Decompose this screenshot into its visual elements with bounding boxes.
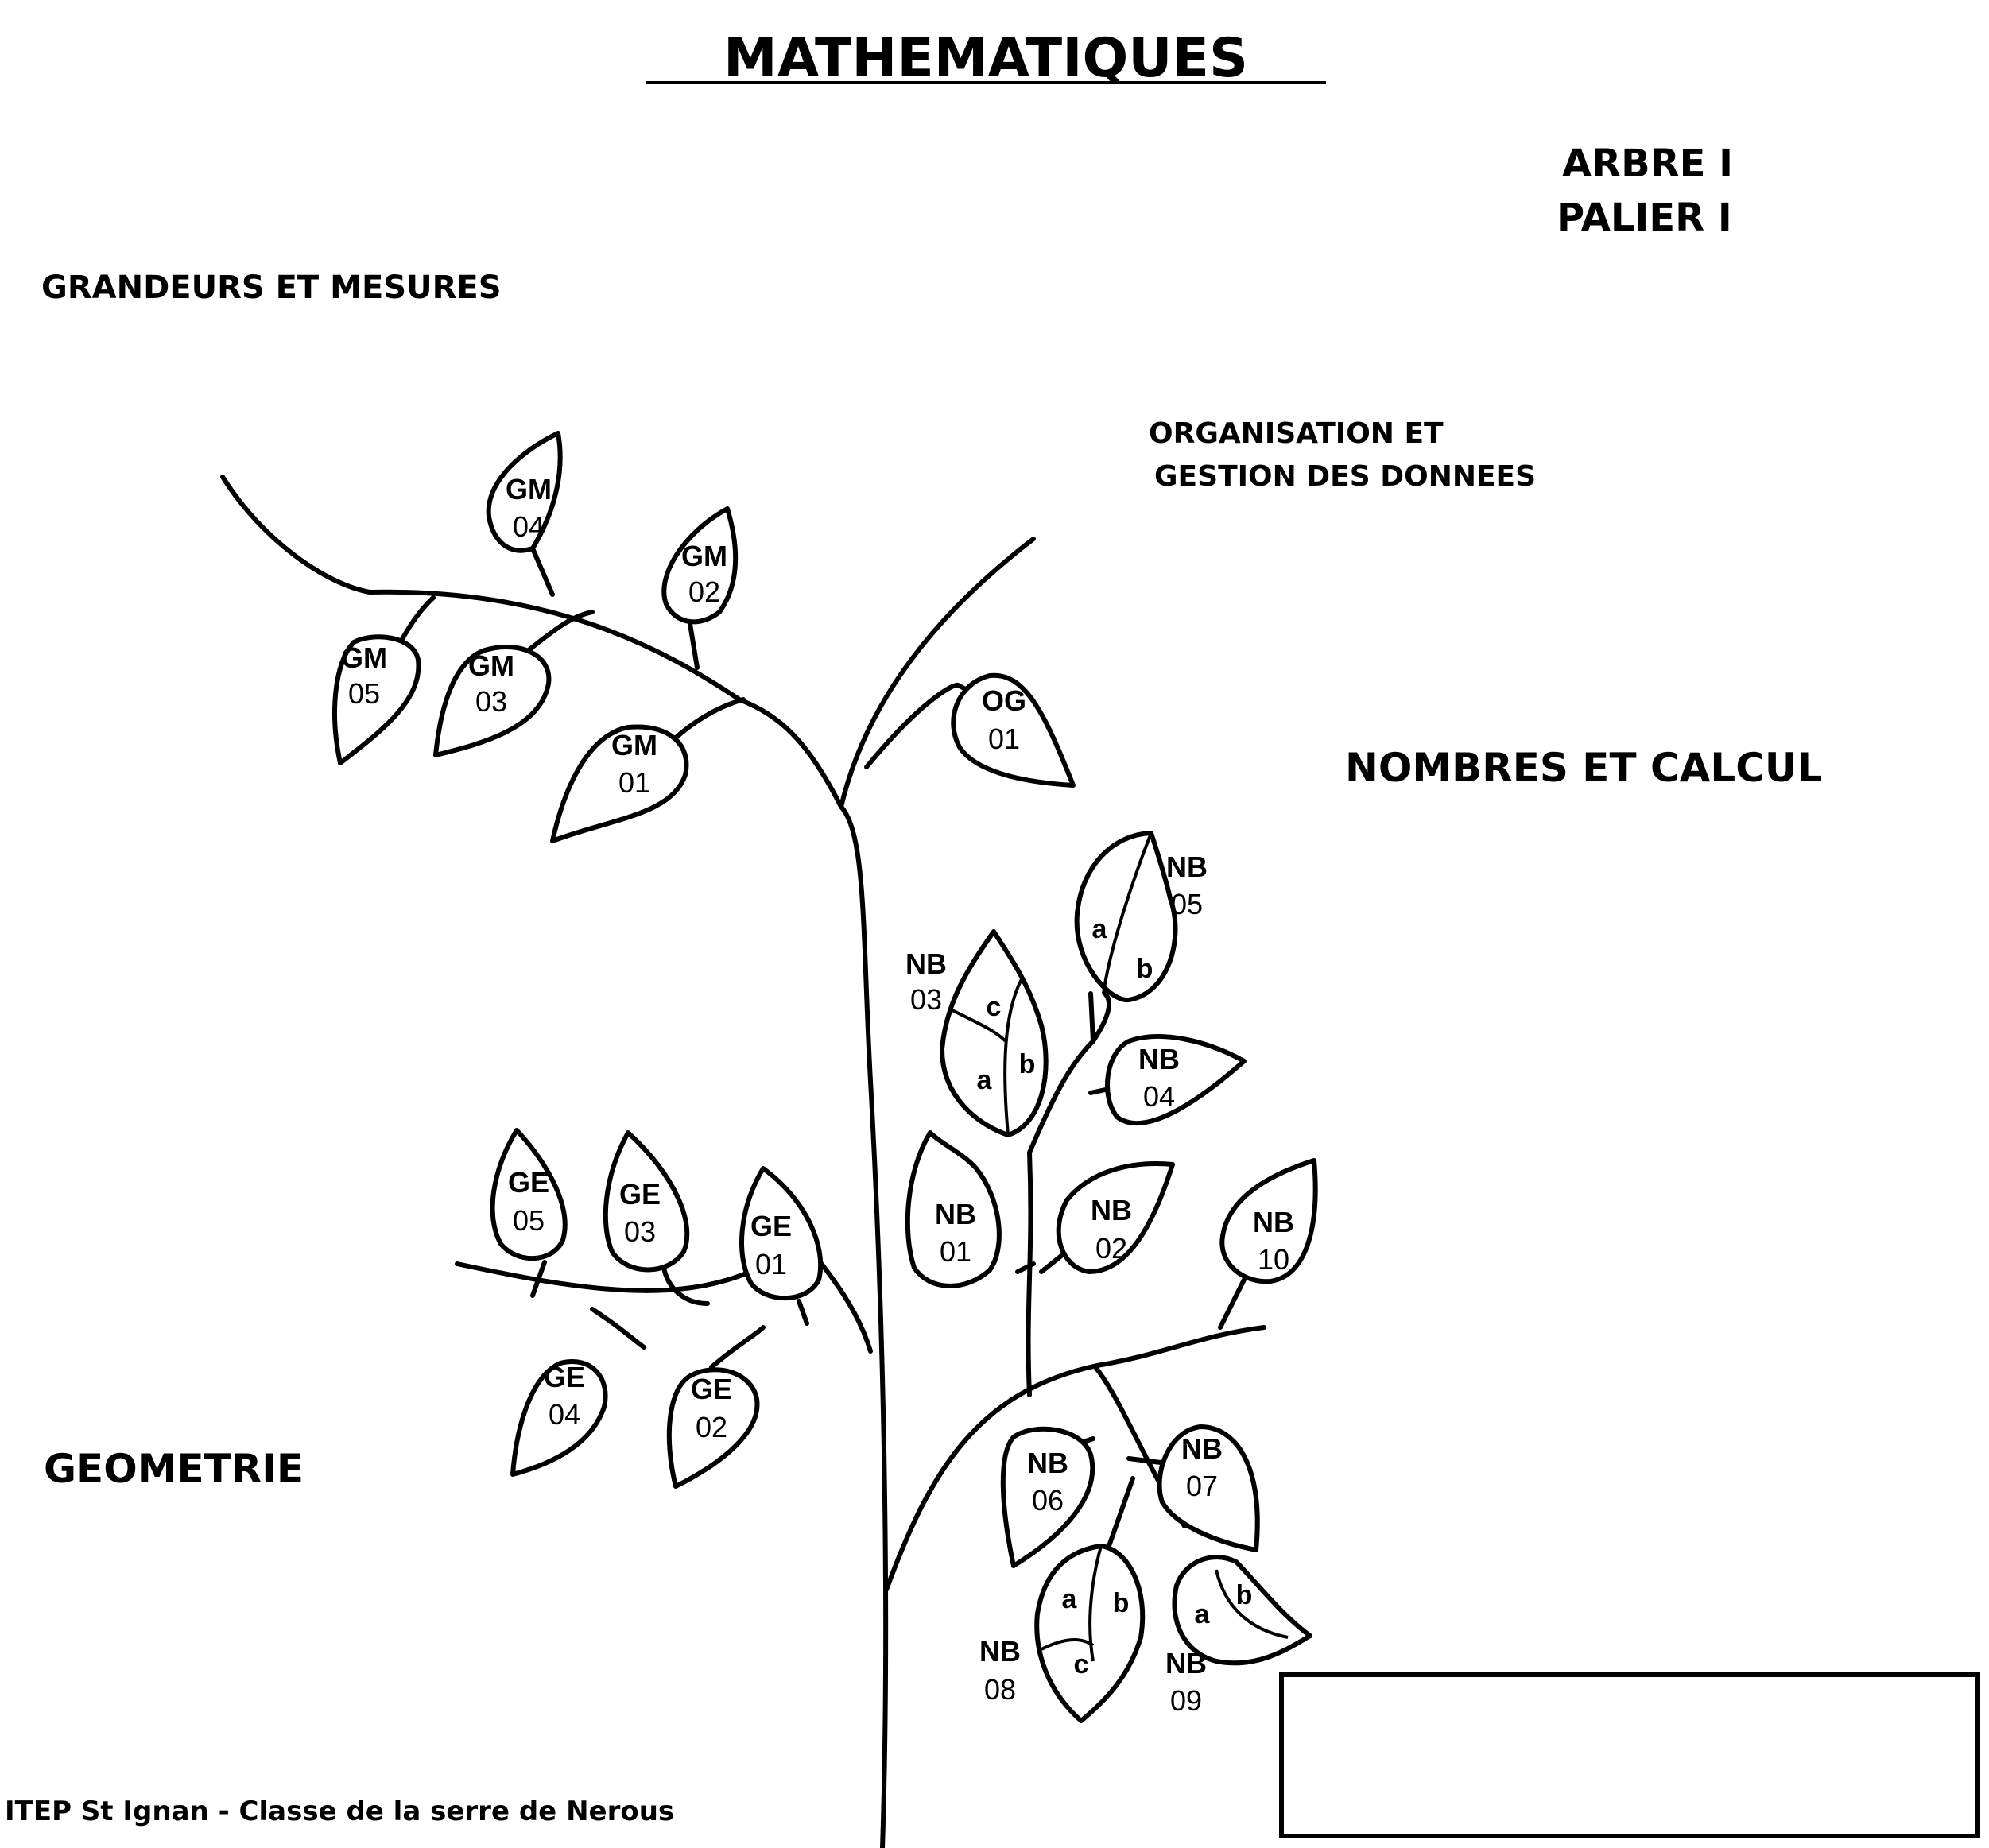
leaf-number: 03 xyxy=(475,685,508,718)
leaf-code: GM xyxy=(468,649,514,682)
leaf-code: NB xyxy=(979,1635,1021,1668)
leaf-og01[interactable] xyxy=(953,676,1073,785)
leaf-part: b xyxy=(1235,1580,1253,1610)
leaf-nb09[interactable] xyxy=(1165,1557,1310,1717)
leaf-part: b xyxy=(1112,1588,1130,1618)
leaf-number: 09 xyxy=(1169,1684,1203,1717)
leaf-number: 02 xyxy=(688,575,721,608)
leaf-code: GE xyxy=(690,1373,733,1405)
leaf-ge05[interactable] xyxy=(493,1130,565,1258)
leaf-code: NB xyxy=(905,947,947,980)
page-title: MATHEMATIQUES xyxy=(723,27,1248,90)
leaf-part: b xyxy=(1136,954,1153,984)
leaf-nb02[interactable] xyxy=(1059,1164,1173,1272)
leaf-nb01[interactable] xyxy=(908,1133,999,1286)
section-grandeurs-et-mesures: GRANDEURS ET MESURES xyxy=(41,269,502,306)
leaf-number: 04 xyxy=(548,1398,581,1431)
leaf-code: GM xyxy=(681,540,727,572)
evaluation-box xyxy=(1281,1675,1978,1836)
footer-credit: ITEP St Ignan - Classe de la serre de Nerous xyxy=(5,1796,675,1827)
leaf-nb05[interactable] xyxy=(1077,833,1208,1000)
leaf-code: GE xyxy=(507,1166,550,1199)
leaf-nb07[interactable] xyxy=(1160,1427,1258,1550)
leaf-nb08[interactable] xyxy=(979,1546,1142,1721)
leaf-number: 07 xyxy=(1185,1470,1219,1502)
leaf-code: GM xyxy=(611,729,657,761)
leaf-nb03[interactable] xyxy=(905,932,1046,1135)
section-organisation-line2: GESTION DES DONNEES xyxy=(1154,460,1537,493)
leaf-code: NB xyxy=(1253,1206,1294,1238)
leaf-ge01[interactable] xyxy=(742,1168,820,1298)
leaf-code: GE xyxy=(618,1178,661,1211)
leaf-number: 05 xyxy=(1170,888,1204,920)
leaf-ge03[interactable] xyxy=(606,1133,687,1270)
leaf-code: NB xyxy=(1181,1432,1223,1465)
leaf-code: NB xyxy=(1138,1043,1180,1075)
leaf-number: 02 xyxy=(695,1411,728,1443)
leaf-gm04[interactable] xyxy=(489,433,560,551)
leaf-code: NB xyxy=(1091,1194,1132,1226)
leaf-gm03[interactable] xyxy=(436,647,549,755)
leaf-code: NB xyxy=(1166,850,1208,883)
leaf-number: 01 xyxy=(618,766,651,799)
leaf-gm02[interactable] xyxy=(664,509,735,622)
leaf-number: 04 xyxy=(512,510,545,543)
leaf-part: a xyxy=(1061,1584,1077,1614)
leaf-nb04[interactable] xyxy=(1107,1036,1244,1123)
leaf-part: a xyxy=(1194,1599,1210,1629)
leaf-number: 05 xyxy=(512,1204,545,1237)
leaf-number: 03 xyxy=(623,1215,657,1248)
leaf-code: OG xyxy=(981,684,1027,717)
leaf-part: c xyxy=(986,992,1002,1022)
leaf-number: 01 xyxy=(754,1248,788,1280)
leaf-number: 05 xyxy=(347,677,381,710)
leaf-part: a xyxy=(976,1065,992,1095)
leaf-part: c xyxy=(1073,1649,1089,1679)
leaf-gm05[interactable] xyxy=(335,637,418,763)
leaf-nb10[interactable] xyxy=(1222,1160,1315,1281)
leaf-part: b xyxy=(1018,1049,1036,1079)
leaf-number: 02 xyxy=(1095,1232,1128,1265)
leaf-number: 06 xyxy=(1031,1484,1064,1517)
leaf-gm01[interactable] xyxy=(552,726,686,841)
section-organisation-line1: ORGANISATION ET xyxy=(1149,417,1444,450)
leaf-code: NB xyxy=(1165,1647,1207,1679)
leaf-number: 01 xyxy=(987,723,1021,755)
leaf-code: GE xyxy=(543,1361,586,1393)
leaf-part: a xyxy=(1091,914,1107,944)
leaf-code: NB xyxy=(935,1198,976,1230)
leaf-ge04[interactable] xyxy=(513,1361,606,1474)
palier-label: PALIER I xyxy=(1557,196,1732,240)
section-nombres-et-calcul: NOMBRES ET CALCUL xyxy=(1345,745,1823,791)
leaf-number: 03 xyxy=(909,983,943,1016)
leaf-code: GM xyxy=(341,641,387,674)
leaf-code: GE xyxy=(750,1210,793,1242)
section-geometrie: GEOMETRIE xyxy=(44,1446,304,1492)
leaf-nb06[interactable] xyxy=(1003,1429,1092,1566)
leaf-ge02[interactable] xyxy=(669,1370,758,1486)
leaf-number: 10 xyxy=(1257,1243,1290,1276)
leaf-number: 08 xyxy=(983,1673,1017,1706)
arbre-label: ARBRE I xyxy=(1562,141,1734,186)
leaf-code: NB xyxy=(1027,1447,1068,1479)
leaf-number: 01 xyxy=(939,1235,972,1268)
leaf-number: 04 xyxy=(1142,1080,1176,1113)
leaf-code: GM xyxy=(506,473,552,506)
